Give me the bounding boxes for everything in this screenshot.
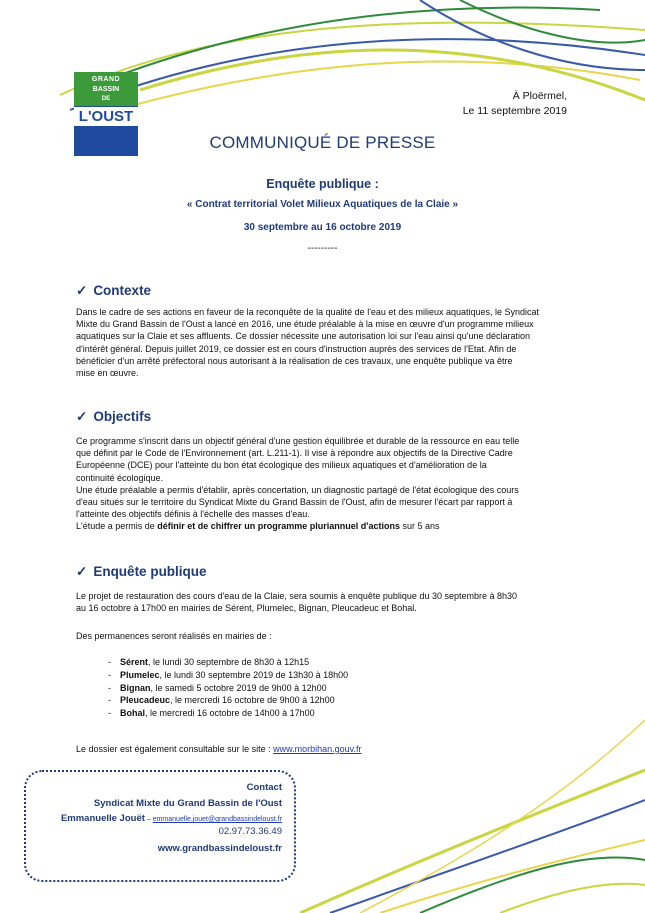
list-item bbox=[108, 656, 348, 669]
subtitle-project: « Contrat territorial Volet Milieux Aquatiques de la Claie » bbox=[186, 199, 459, 210]
text-line: au 16 octobre à 17h00 en mairies de Sérent, Plumelec, Bignan, Pleucadeuc et Bohal. bbox=[76, 603, 417, 614]
text-line-last bbox=[76, 520, 570, 532]
permanences-intro: Des permanences seront réalisés en mairies de : bbox=[76, 631, 272, 641]
heading-objectifs bbox=[76, 409, 151, 425]
text-line: Le projet de restauration des cours d'eau de la Claie, sera soumis à enquête publique du 30 septembre à 8h30 bbox=[76, 591, 518, 601]
detail: , le lundi 30 septembre de 8h30 à 12h15 bbox=[148, 657, 310, 667]
detail: , le samedi 5 octobre 2019 de 9h00 à 12h00 bbox=[150, 682, 327, 693]
checkmark-icon: ✓ bbox=[76, 283, 88, 298]
logo-line4: L'OUST bbox=[74, 106, 138, 127]
town: Plumelec bbox=[120, 669, 160, 680]
site-line bbox=[76, 744, 570, 754]
detail: , le mercredi 16 octobre de 14h00 à 17h00 bbox=[145, 708, 315, 719]
checkmark-icon: ✓ bbox=[76, 564, 88, 579]
dash-icon: - bbox=[108, 708, 111, 719]
heading-enquete-label: Enquête publique bbox=[93, 564, 207, 579]
text-line: d'intérêt général. Depuis juillet 2019, ce dossier est en cours d'instruction auprès des services de l'Etat. Afin de bbox=[76, 343, 517, 354]
logo-line3: DE bbox=[101, 96, 111, 102]
dash-icon: - bbox=[108, 669, 111, 680]
place: À Ploërmel, bbox=[512, 90, 567, 102]
town: Pleucadeuc bbox=[120, 695, 171, 706]
contact-person-line bbox=[61, 813, 282, 824]
list-item bbox=[108, 694, 348, 707]
subtitle-dates: 30 septembre au 16 octobre 2019 bbox=[243, 222, 402, 233]
text-line: que définit par le Code de l'Environnement (art. L.211-1). Il vise à répondre aux objectifs de la Directive Cadre bbox=[76, 448, 513, 459]
contact-email-sep: – bbox=[144, 816, 153, 823]
paragraph-objectifs bbox=[76, 435, 570, 533]
dash-icon: - bbox=[108, 657, 111, 667]
subtitle-main: Enquête publique : bbox=[266, 177, 379, 191]
contact-person: Emmanuelle Jouët bbox=[60, 813, 145, 824]
text-line: aquatiques sur la Claie et ses affluents. Ce dossier nécessite une autorisation loi sur l'eau ainsi qu'une déclaration bbox=[76, 331, 531, 342]
heading-enquete bbox=[76, 564, 207, 580]
last-suffix: sur 5 ans bbox=[399, 521, 440, 532]
town: Bohal bbox=[120, 708, 146, 719]
contact-email[interactable]: emmanuelle.jouet@grandbassindeloust.fr bbox=[152, 816, 282, 823]
contact-org: Syndicat Mixte du Grand Bassin de l'Oust bbox=[93, 798, 282, 809]
heading-contexte bbox=[76, 283, 151, 299]
text-line: bénéficier d'un arrêté préfectoral nous autorisant à la réalisation de ces travaux, une enquête publique va être bbox=[76, 355, 513, 366]
checkmark-icon: ✓ bbox=[76, 409, 88, 424]
permanences-list bbox=[108, 656, 348, 720]
contact-website[interactable]: www.grandbassindeloust.fr bbox=[157, 843, 282, 854]
logo-line2: BASSIN bbox=[92, 86, 120, 93]
town: Sérent bbox=[120, 657, 149, 667]
contact-box bbox=[24, 770, 296, 882]
text-line: Dans le cadre de ses actions en faveur de la reconquête de la qualité de l'eau et des milieux aquatiques, le Syndicat bbox=[76, 307, 540, 317]
heading-objectifs-label: Objectifs bbox=[93, 409, 152, 424]
text-line: Mixte du Grand Bassin de l'Oust a lancé en 2016, une étude préalable à la mise en œuvre d'un programme milieux bbox=[76, 319, 534, 330]
text-line: continuité écologique. bbox=[76, 472, 164, 483]
text-line: d'eau situés sur le territoire du Syndicat Mixte du Grand Bassin de l'Oust, afin de mesurer l'écart par rapport à bbox=[76, 497, 513, 508]
logo-line1: GRAND bbox=[91, 76, 121, 83]
page-title: COMMUNIQUÉ DE PRESSE bbox=[209, 133, 436, 152]
text-line: Ce programme s'inscrit dans un objectif général d'une gestion équilibrée et durable de la ressource en eau telle bbox=[76, 436, 520, 446]
paragraph-contexte bbox=[76, 306, 570, 379]
paragraph-enquete bbox=[76, 590, 570, 614]
last-prefix: L'étude a permis de bbox=[76, 521, 158, 532]
list-item bbox=[108, 707, 348, 720]
dash-icon: - bbox=[108, 695, 111, 706]
detail: , le lundi 30 septembre 2019 de 13h30 à 18h00 bbox=[159, 669, 349, 680]
list-item bbox=[108, 682, 348, 695]
separator: --------- bbox=[307, 243, 338, 254]
last-bold: définir et de chiffrer un programme pluriannuel d'actions bbox=[157, 521, 400, 532]
heading-contexte-label: Contexte bbox=[93, 283, 152, 298]
text-line: l'atteinte des objectifs définis à l'échelle des masses d'eau. bbox=[76, 509, 310, 520]
place-date bbox=[463, 89, 567, 119]
site-link[interactable]: www.morbihan.gouv.fr bbox=[273, 744, 362, 754]
text-line: Européenne (DCE) pour l'atteinte du bon état écologique des milieux aquatiques et d'amélioration de la bbox=[76, 460, 487, 471]
contact-phone: 02.97.73.36.49 bbox=[218, 826, 282, 837]
town: Bignan bbox=[120, 682, 151, 693]
list-item bbox=[108, 669, 348, 682]
text-line: mise en œuvre. bbox=[76, 368, 139, 379]
site-text: Le dossier est également consultable sur le site : bbox=[76, 744, 274, 754]
text-line: Une étude préalable a permis d'établir, après concertation, un diagnostic partagé de l'état écologique des cours bbox=[76, 484, 519, 495]
contact-label: Contact bbox=[246, 782, 282, 793]
dash-icon: - bbox=[108, 682, 111, 693]
detail: , le mercredi 16 octobre de 9h00 à 12h00 bbox=[170, 695, 335, 706]
date: Le 11 septembre 2019 bbox=[462, 105, 567, 117]
